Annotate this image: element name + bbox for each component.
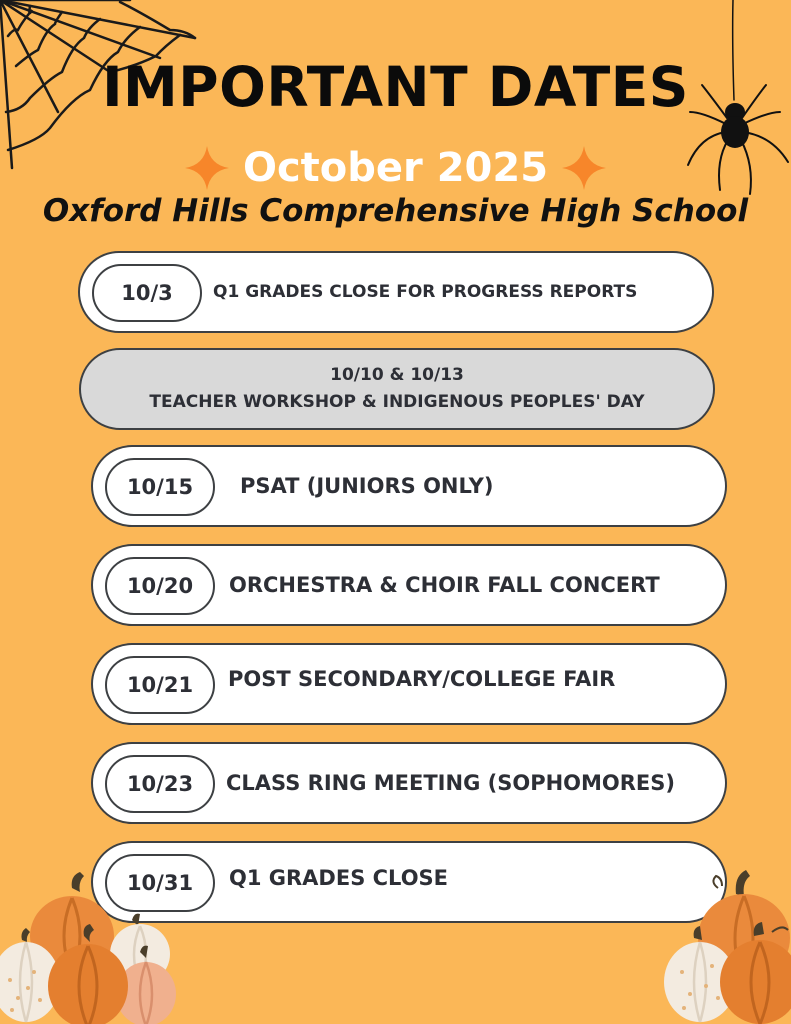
sparkle-icon — [185, 146, 229, 190]
event-date: 10/23 — [105, 755, 215, 813]
event-date: 10/31 — [105, 854, 215, 912]
event-row — [78, 251, 714, 333]
event-row — [91, 544, 727, 626]
event-label: POST SECONDARY/COLLEGE FAIR — [228, 667, 616, 691]
event-row — [91, 841, 727, 923]
pumpkin-icon — [0, 870, 180, 1024]
pumpkin-icon — [660, 862, 791, 1024]
month-label: October 2025 — [242, 145, 549, 191]
event-label: Q1 GRADES CLOSE FOR PROGRESS REPORTS — [213, 282, 638, 302]
event-label: Q1 GRADES CLOSE — [229, 866, 449, 890]
event-row — [79, 348, 715, 430]
event-date: 10/15 — [105, 458, 215, 516]
event-label: CLASS RING MEETING (SOPHOMORES) — [226, 771, 675, 795]
event-text-block — [81, 350, 713, 428]
event-label: ORCHESTRA & CHOIR FALL CONCERT — [229, 573, 660, 597]
event-date: 10/3 — [92, 264, 202, 322]
month-heading — [0, 143, 791, 193]
event-row — [91, 643, 727, 725]
event-label: PSAT (JUNIORS ONLY) — [240, 474, 494, 498]
event-date: 10/10 & 10/13 — [330, 365, 464, 385]
page-title: IMPORTANT DATES — [102, 55, 689, 119]
event-label: TEACHER WORKSHOP & INDIGENOUS PEOPLES' DAY — [149, 392, 645, 412]
event-row — [91, 445, 727, 527]
school-name: Oxford Hills Comprehensive High School — [42, 193, 749, 229]
event-date: 10/21 — [105, 656, 215, 714]
sparkle-icon — [562, 146, 606, 190]
event-row — [91, 742, 727, 824]
event-date: 10/20 — [105, 557, 215, 615]
